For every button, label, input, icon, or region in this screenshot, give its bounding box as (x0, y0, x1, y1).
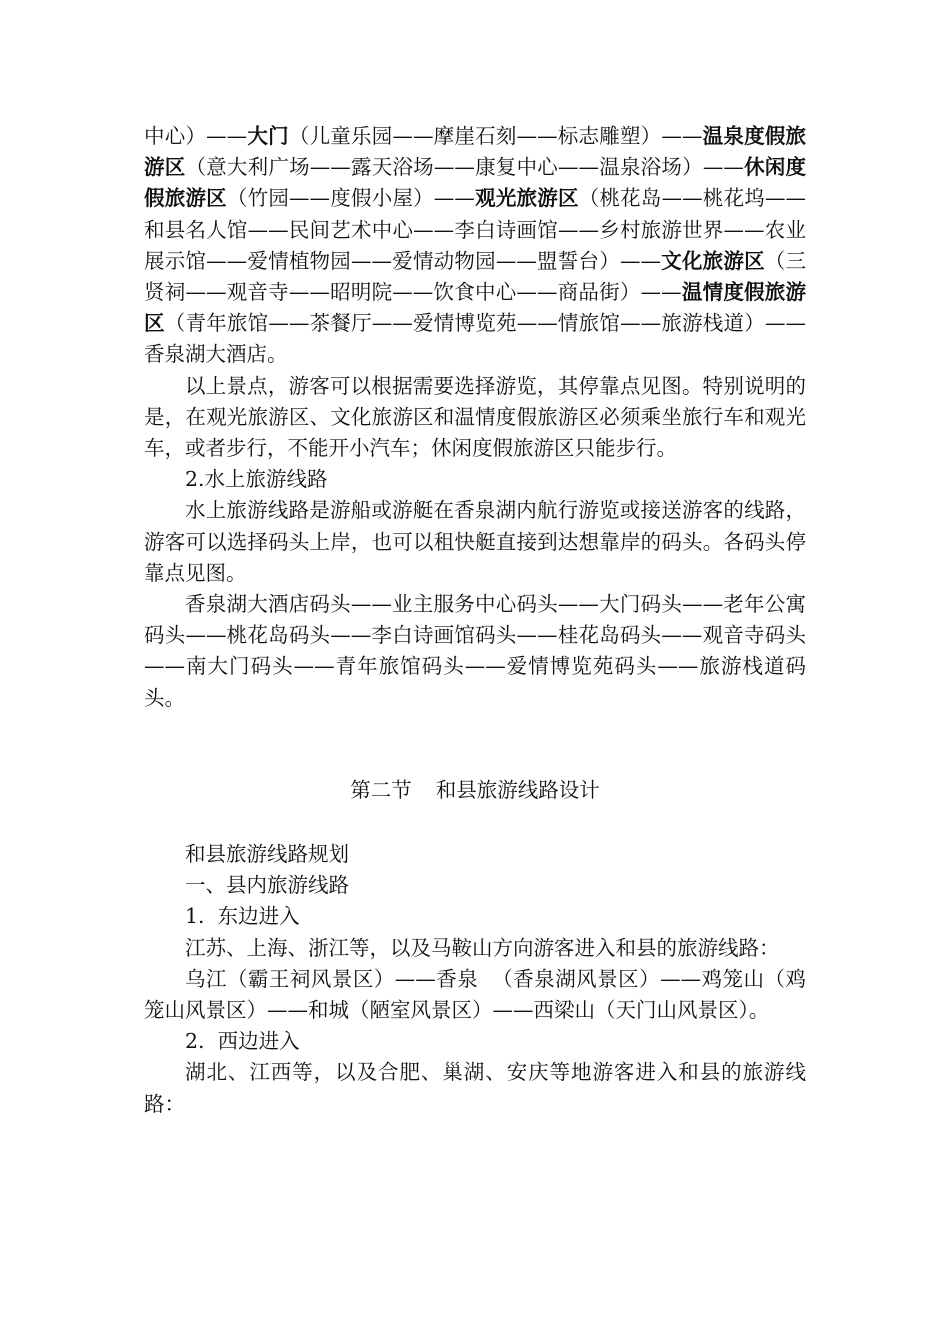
route-stop-bold: 休闲度假旅游区 (144, 155, 807, 211)
east-route: 乌江（霸王祠风景区）——香泉 （香泉湖风景区）——鸡笼山（鸡笼山风景区）——和城（陋室风景区）——西梁山（天门山风景区）。 (144, 966, 806, 1023)
document-page (144, 121, 806, 1120)
east-intro: 江苏、上海、浙江等，以及马鞍山方向游客进入和县的旅游线路： (185, 935, 780, 960)
water-route-piers: 香泉湖大酒店码头——业主服务中心码头——大门码头——老年公寓码头——桃花岛码头——李白诗画馆码头——桂花岛码头——观音寺码头——南大门码头——青年旅馆码头——爱情博览苑码头——旅游栈道码头。 (144, 592, 806, 710)
county-heading: 和县旅游线路规划 (185, 842, 349, 867)
route-text: 中心）—— (144, 124, 248, 148)
route-stop-bold: 文化旅游区 (660, 248, 765, 273)
land-route-paragraph (144, 121, 806, 371)
route-stop-bold: 观光旅游区 (474, 186, 579, 211)
county-subheading: 一、县内旅游线路 (185, 873, 349, 898)
east-heading: 1. 东边进入 (185, 904, 300, 929)
west-heading: 2. 西边进入 (185, 1029, 300, 1054)
route-text: （青年旅馆——茶餐厅——爱情博览苑——情旅馆——旅游栈道）——香泉湖大酒店。 (144, 311, 807, 367)
water-route-description: 水上旅游线路是游船或游艇在香泉湖内航行游览或接送游客的线路，游客可以选择码头上岸，也可以租快艇直接到达想靠岸的码头。各码头停靠点见图。 (144, 498, 806, 585)
route-stop-bold: 温泉度假旅游区 (144, 124, 807, 180)
section-number: 第二节 (350, 777, 412, 802)
route-text: （桃花岛——桃花坞——和县名人馆——民间艺术中心——李白诗画馆——乡村旅游世界——农业展示馆——爱情植物园——爱情动物园——盟誓台）—— (144, 186, 807, 273)
route-text: （儿童乐园——摩崖石刻——标志雕塑）—— (288, 124, 703, 148)
route-text: （竹园——度假小屋）—— (226, 186, 475, 211)
route-stop-bold: 大门 (247, 124, 289, 148)
land-route-note: 以上景点，游客可以根据需要选择游览，其停靠点见图。特别说明的是，在观光旅游区、文化旅游区和温情度假旅游区必须乘坐旅行车和观光车，或者步行，不能开小汽车；休闲度假旅游区只能步行。 (144, 373, 806, 461)
section-title-text: 和县旅游线路设计 (435, 777, 600, 802)
water-route-heading: 2.水上旅游线路 (185, 467, 328, 492)
route-text: （三贤祠——观音寺——昭明院——饮食中心——商品街）—— (144, 248, 807, 305)
section-title (144, 775, 806, 806)
route-text: （意大利广场——露天浴场——康复中心——温泉浴场）—— (185, 155, 744, 180)
west-intro: 湖北、江西等，以及合肥、巢湖、安庆等地游客进入和县的旅游线路： (144, 1060, 806, 1116)
route-stop-bold: 温情度假旅游区 (144, 280, 807, 336)
